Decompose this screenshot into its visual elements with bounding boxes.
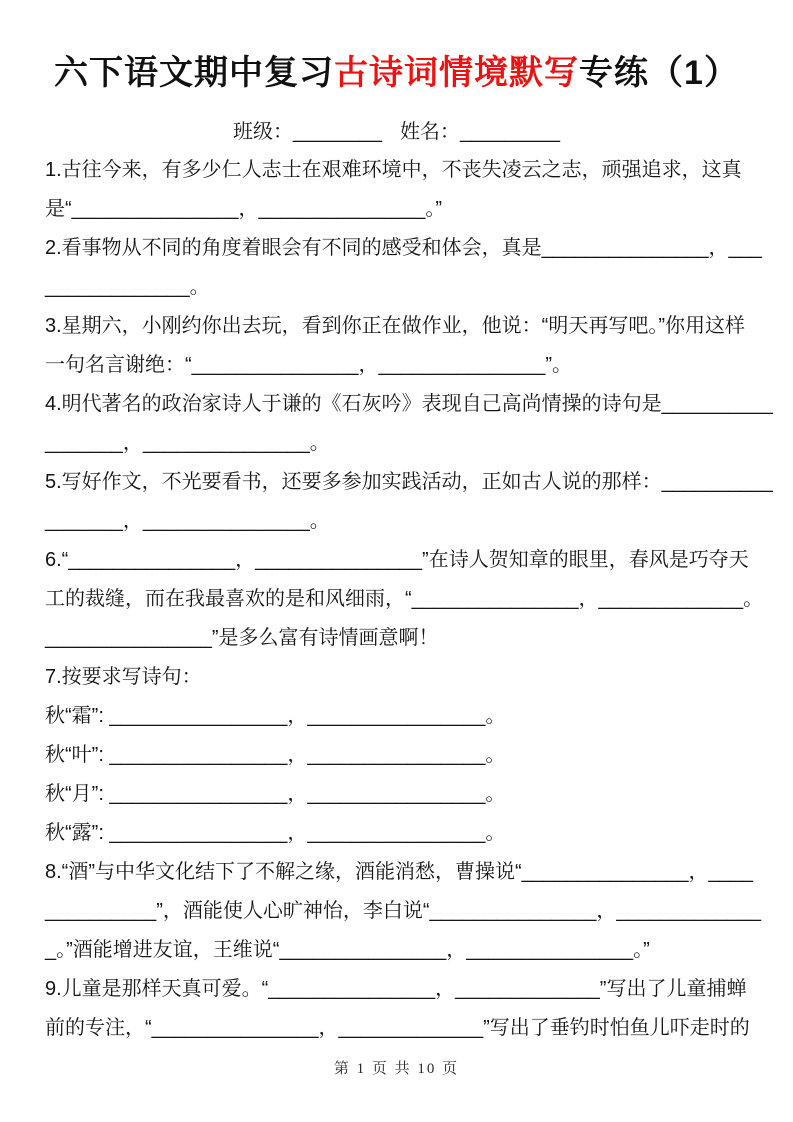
question-7-dew-line: 秋“露”: ________________，________________。	[45, 822, 506, 844]
student-name-blank: _________	[459, 121, 561, 143]
question-3-line-1: 3.星期六，小刚约你出去玩，看到你正在做作业，他说：“明天再写吧。”你用这样	[45, 315, 745, 337]
page-title	[0, 48, 793, 98]
question-5-line-2: _______，_______________。	[45, 510, 330, 532]
question-5-line-1: 5.写好作文，不光要看书，还要多参加实践活动，正如古人说的那样：__________	[45, 471, 773, 493]
question-3-line-2: 一句名言谢绝：“_______________，_______________”。	[45, 354, 573, 376]
question-9-line-1: 9.儿童是那样天真可爱。“_______________，_____________”写出了儿童捕蝉	[45, 978, 747, 1000]
title-highlight: 古诗词情境默写	[334, 54, 580, 92]
question-6-line-1: 6.“_______________，_______________”在诗人贺知章的眼里，春风是巧夺天	[45, 549, 749, 571]
title-prefix: 六下语文期中复习	[54, 54, 335, 92]
questions-area	[45, 151, 773, 1048]
question-9-line-2: 前的专注，“_______________，_____________”写出了垂钓时怕鱼儿吓走时的	[45, 1017, 750, 1039]
question-8-line-1: 8.“酒”与中华文化结下了不解之缘，酒能消愁，曹操说“_______________，____	[45, 861, 753, 883]
question-7-moon-line: 秋“月”: ________________，________________。	[45, 783, 506, 805]
class-name-blank: ________	[292, 121, 382, 143]
title-suffix: 专练（1）	[579, 54, 739, 92]
question-4-line-1: 4.明代著名的政治家诗人于谦的《石灰吟》表现自己高尚情操的诗句是__________	[45, 393, 773, 415]
question-8-line-2: __________”，酒能使人心旷神怡，李白说“_______________，_____________	[45, 900, 761, 922]
question-7-header: 7.按要求写诗句：	[45, 666, 202, 688]
question-1-line-2: 是“_______________，_______________。”	[45, 198, 443, 220]
question-8-line-3: _。”酒能增进友谊，王维说“_______________，_______________。”	[45, 939, 650, 961]
question-7-leaf-line: 秋“叶”: ________________，________________。	[45, 744, 506, 766]
page-number-footer: 第 1 页 共 10 页	[333, 1061, 460, 1077]
question-6-line-2: 工的裁缝，而在我最喜欢的是和风细雨，“_______________，_____________。	[45, 588, 764, 610]
question-1-line-1: 1.古往今来，有多少仁人志士在艰难环境中，不丧失凌云之志，顽强追求，这真	[45, 159, 742, 181]
question-6-line-3: _______________”是多么富有诗情画意啊！	[45, 627, 439, 649]
question-7-frost-line: 秋“霜”: ________________，________________。	[45, 705, 506, 727]
class-label: 班级：	[232, 121, 293, 143]
name-label: 姓名：	[399, 121, 460, 143]
student-info-row	[0, 116, 793, 148]
question-2-line-2: _____________。	[45, 276, 210, 298]
question-2-line-1: 2.看事物从不同的角度着眼会有不同的感受和体会，真是_______________，___	[45, 237, 762, 259]
question-4-line-2: _______，_______________。	[45, 432, 330, 454]
